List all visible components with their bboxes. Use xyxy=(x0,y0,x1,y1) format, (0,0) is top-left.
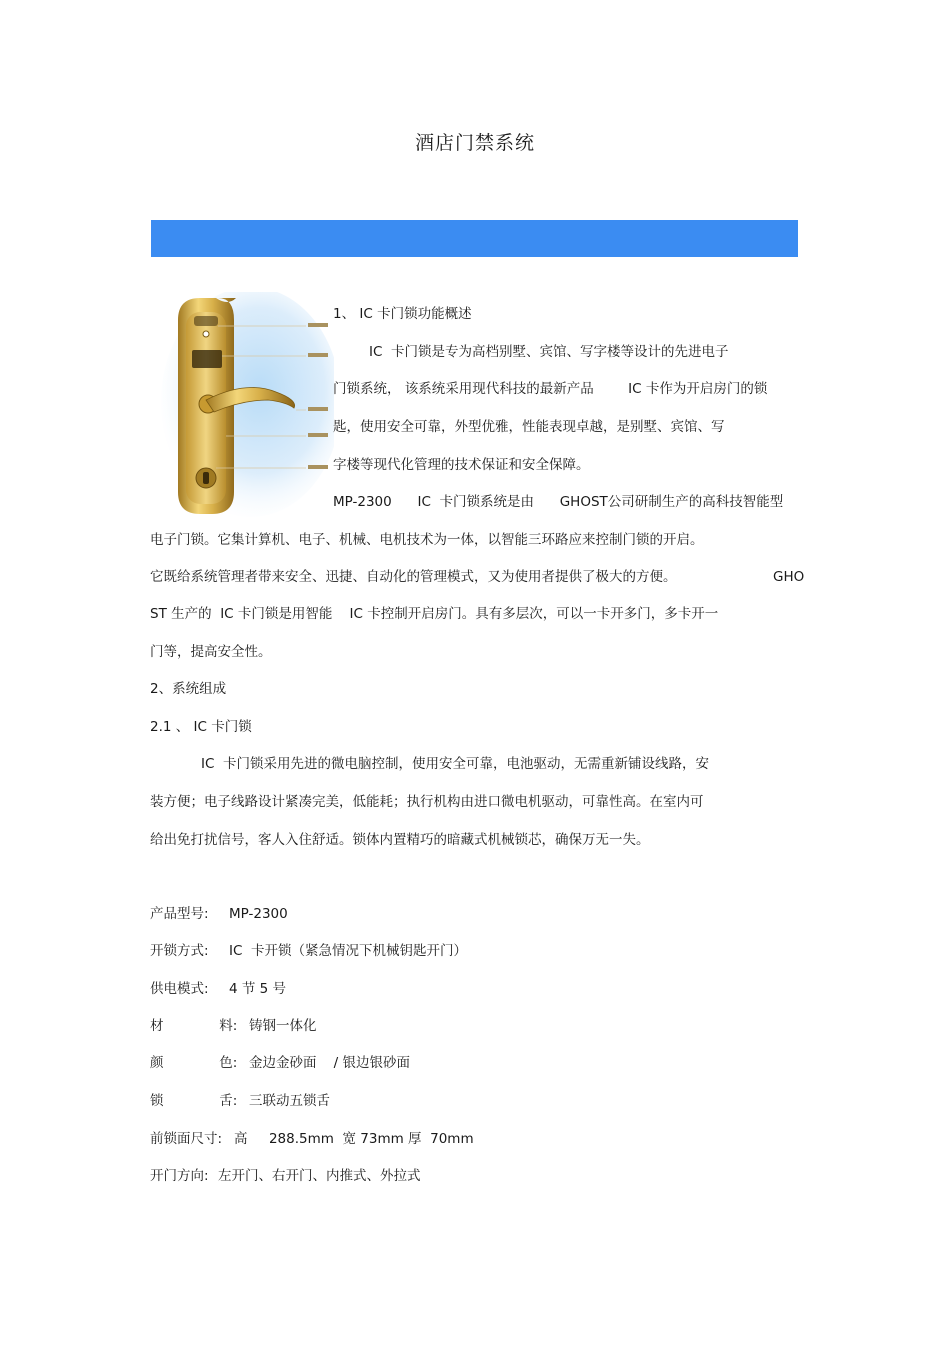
paragraph-line: 字楼等现代化管理的技术保证和安全保障。 xyxy=(333,457,590,473)
spec-label: 产品型号: xyxy=(150,906,209,922)
section-2-1-heading: 2.1 、 IC 卡门锁 xyxy=(150,719,252,735)
door-lock-handle-icon xyxy=(156,292,334,522)
section-1-heading: 1、 IC 卡门锁功能概述 xyxy=(333,306,472,322)
spec-value: 三联动五锁舌 xyxy=(249,1093,330,1109)
spec-label: 开门方向: xyxy=(150,1168,209,1184)
section-2-heading: 2、系统组成 xyxy=(150,681,227,697)
spec-value: IC 卡开锁（紧急情况下机械钥匙开门） xyxy=(229,943,467,959)
spec-label: 颜 色: xyxy=(150,1055,238,1071)
spec-value: 金边金砂面 / 银边银砂面 xyxy=(249,1055,411,1071)
spec-label: 锁 舌: xyxy=(150,1093,238,1109)
paragraph-line: IC 卡门锁是专为高档别墅、宾馆、写字楼等设计的先进电子 xyxy=(369,344,729,360)
spec-value: 左开门、右开门、内推式、外拉式 xyxy=(218,1168,421,1184)
paragraph-line: ST 生产的 IC 卡门锁是用智能 IC 卡控制开启房门。具有多层次，可以一卡开多门，多卡开一 xyxy=(150,606,719,622)
spec-value: 4 节 5 号 xyxy=(229,981,287,997)
spec-label: 材 料: xyxy=(150,1018,238,1034)
paragraph-line: 匙，使用安全可靠，外型优雅，性能表现卓越，是别墅、宾馆、写 xyxy=(333,419,725,435)
paragraph-line: 它既给系统管理者带来安全、迅捷、自动化的管理模式，又为使用者提供了极大的方便。 xyxy=(150,569,677,585)
paragraph-line: 门等，提高安全性。 xyxy=(150,644,272,660)
paragraph-line: IC 卡门锁采用先进的微电脑控制，使用安全可靠，电池驱动，无需重新铺设线路，安 xyxy=(201,756,709,772)
spec-label: 开锁方式: xyxy=(150,943,209,959)
spec-value: MP-2300 xyxy=(229,906,288,922)
paragraph-line: 门锁系统， 该系统采用现代科技的最新产品 IC 卡作为开启房门的锁 xyxy=(333,381,768,397)
spec-label: 前锁面尺寸: xyxy=(150,1131,223,1147)
page-title: 酒店门禁系统 xyxy=(414,132,535,154)
spec-value: 高 288.5mm 宽 73mm 厚 70mm xyxy=(234,1131,474,1147)
spec-value: 铸钢一体化 xyxy=(249,1018,317,1034)
paragraph-line: 电子门锁。它集计算机、电子、机械、电机技术为一体，以智能三环路应来控制门锁的开启。 xyxy=(150,532,704,548)
paragraph-line: 装方便；电子线路设计紧凑完美，低能耗；执行机构由进口微电机驱动，可靠性高。在室内可 xyxy=(150,794,704,810)
paragraph-line: 给出免打扰信号，客人入住舒适。锁体内置精巧的暗藏式机械锁芯，确保万无一失。 xyxy=(150,832,650,848)
spec-label: 供电模式: xyxy=(150,981,209,997)
paragraph-line: MP-2300 IC 卡门锁系统是由 GHOST公司研制生产的高科技智能型 xyxy=(333,494,784,510)
paragraph-line: GHO xyxy=(773,569,805,585)
header-band xyxy=(151,220,798,257)
